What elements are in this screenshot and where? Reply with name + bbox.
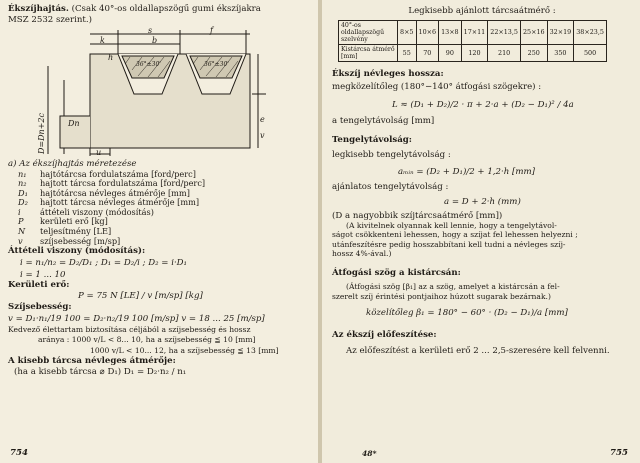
pulley-cross-section-diagram [30, 26, 270, 158]
legend-item: N teljesítmény [LE] [18, 226, 112, 237]
wrap-title: Átfogási szög a kistárcsán: [332, 267, 461, 278]
wrap-formula: közelítőleg β₁ = 180° − 60° · (D₂ − D₁)/a [mm] [366, 307, 568, 318]
table-cell: 70 [416, 44, 439, 61]
speed-formula: v = D₁·n₁/19 100 = D₂·n₂/19 100 [m/sp] v = 18 ... 25 [m/sp] [8, 313, 265, 324]
left-heading [8, 4, 310, 15]
table-cell: 250 [520, 44, 547, 61]
right-folio: 755 [610, 448, 628, 458]
table-cell: 500 [574, 44, 607, 61]
table-row [339, 20, 607, 44]
min-diameter-table [338, 20, 607, 62]
left-folio: 754 [10, 448, 28, 458]
axis-note-5: hossz 4%-ával.) [332, 249, 392, 259]
dim-f-label: f [210, 26, 213, 35]
legend-item: v szíjsebesség [m/sp] [18, 235, 121, 246]
heading-bold: Ékszíjhajtás. [8, 4, 69, 14]
table-cell: 22×13,5 [488, 20, 521, 44]
subsection-title: a) Az ékszíjhajtás méretezése [8, 159, 137, 169]
signature-mark: 48* [362, 449, 377, 458]
table-cell: 210 [488, 44, 521, 61]
axis-min-intro: legkisebb tengelytávolság : [332, 149, 451, 160]
axis-note-2: (A kivitelnek olyannak kell lennie, hogy a tengelytávol- [346, 221, 557, 230]
table-cell: 38×23,5 [574, 20, 607, 44]
dim-v-label: v [260, 131, 265, 140]
lifetime-line-3: 1000 v/L < 10... 12, ha a szíjsebesség ≦ 13 [mm] [90, 346, 279, 356]
ratio-formula: i = n₁/n₂ = D₂/D₁ ; D₁ = D₂/i ; D₂ = i·D₁ [20, 257, 188, 268]
axis-title: Tengelytávolság: [332, 135, 412, 145]
table-cell: 90 [439, 44, 462, 61]
lifetime-line-2: aránya : 1000 v/L < 8... 10, ha a szíjsebesség ≦ 10 [mm] [38, 335, 256, 345]
dim-k-label: k [100, 36, 105, 45]
table-cell: 55 [398, 44, 417, 61]
table-cell: 120 [461, 44, 488, 61]
legend-item: D₂ hajtott tárcsa névleges átmérője [mm] [18, 197, 200, 208]
length-intro: megközelítőleg (180°−140° átfogási szögekre) : [332, 82, 542, 92]
tension-text: Az előfeszítést a kerületi erő 2 ... 2,5-szeresére kell felvenni. [346, 346, 610, 357]
length-formula: L ≈ (D₁ + D₂)/2 · π + 2·a + (D₂ − D₁)² / 4a [392, 99, 574, 110]
dim-d-label: D=Dn+2c [37, 113, 46, 154]
wrap-line-2: szerelt szíj érintési pontjaihoz húzott sugarak bezárnak.) [332, 291, 551, 301]
angle2-label: 36°±30' [204, 61, 229, 68]
min-title: A kisebb tárcsa névleges átmérője: [8, 356, 176, 367]
ratio-title: Áttételi viszony (módosítás): [8, 246, 146, 257]
legend-item: n₂ hajtott tárcsa fordulatszáma [ford/perc] [18, 178, 206, 189]
table-cell: 32×19 [547, 20, 574, 44]
right-page [322, 0, 640, 463]
tension-title: Az ékszíj előfeszítése: [332, 329, 437, 340]
dim-u-label: u [96, 148, 102, 157]
table-cell: Kistárcsa átmérő [mm] [339, 44, 398, 61]
axis-rec-formula: a = D + 2·h (mm) [444, 196, 521, 207]
force-title: Kerületi erő: [8, 279, 70, 290]
axis-rec-intro: ajánlatos tengelytávolság : [332, 182, 449, 192]
legend-list [8, 170, 310, 247]
dim-h-label: h [108, 53, 114, 62]
table-cell: 40°-os oldallapszögű szelvény [339, 20, 398, 44]
table-cell: 13×8 [439, 20, 462, 44]
table-row [339, 44, 607, 61]
min-formula: (ha a kisebb tárcsa ⌀ D₁) D₁ = D₂·n₂ / n₁ [14, 366, 187, 377]
table-cell: 25×16 [520, 20, 547, 44]
table-cell: 17×11 [461, 20, 488, 44]
speed-title: Szíjsebesség: [8, 302, 72, 313]
ratio-range: i = 1 ... 10 [20, 269, 66, 280]
force-formula: P = 75 N [LE] / v [m/sp] [kg] [78, 291, 203, 302]
dim-e-label: e [260, 115, 265, 124]
heading-rest: (Csak 40°-os oldallapszögű gumi ékszíjakra [71, 4, 261, 14]
axis-note-1: (D a nagyobbik szíjtárcsaátmérő [mm]) [332, 210, 503, 221]
dim-s-label: s [148, 26, 153, 35]
legend-item: n₁ hajtótárcsa fordulatszáma [ford/perc] [18, 168, 196, 179]
length-note: a tengelytávolság [mm] [332, 115, 435, 126]
table-cell: 10×6 [416, 20, 439, 44]
legend-item: i áttételi viszony (módosítás) [18, 206, 154, 217]
dim-b-label: b [152, 36, 158, 45]
lifetime-line-1: Kedvező élettartam biztosítása céljából a szíjsebesség és hossz [8, 324, 251, 334]
wrap-line-1: (Átfogási szög [β₁] az a szög, amelyet a kistárcsán a fel- [346, 282, 560, 292]
table-cell: 350 [547, 44, 574, 61]
axis-min-formula: aₘᵢₙ = (D₂ + D₁)/2 + 1,2·h [mm] [398, 167, 536, 177]
legend-item: P kerületi erő [kg] [18, 216, 108, 227]
table-title: Legkisebb ajánlott tárcsaátmérő : [408, 6, 556, 16]
angle1-label: 36°±30' [136, 61, 161, 68]
dim-dn-label: Dn [68, 119, 80, 128]
table-cell: 8×5 [398, 20, 417, 44]
length-title: Ékszíj névleges hossza: [332, 68, 444, 79]
legend-item: D₁ hajtótárcsa névleges átmérője [mm] [18, 187, 190, 198]
axis-note-4: utánfeszítésre pedig hosszabbítani kell tudni a névleges szíj- [332, 239, 566, 249]
heading-line2: MSZ 2532 szerint.) [8, 14, 92, 25]
axis-note-3: ságot csökkenteni lehessen, hogy a szíjat fel lehessen helyezni ; [332, 230, 578, 240]
left-page [0, 0, 318, 463]
